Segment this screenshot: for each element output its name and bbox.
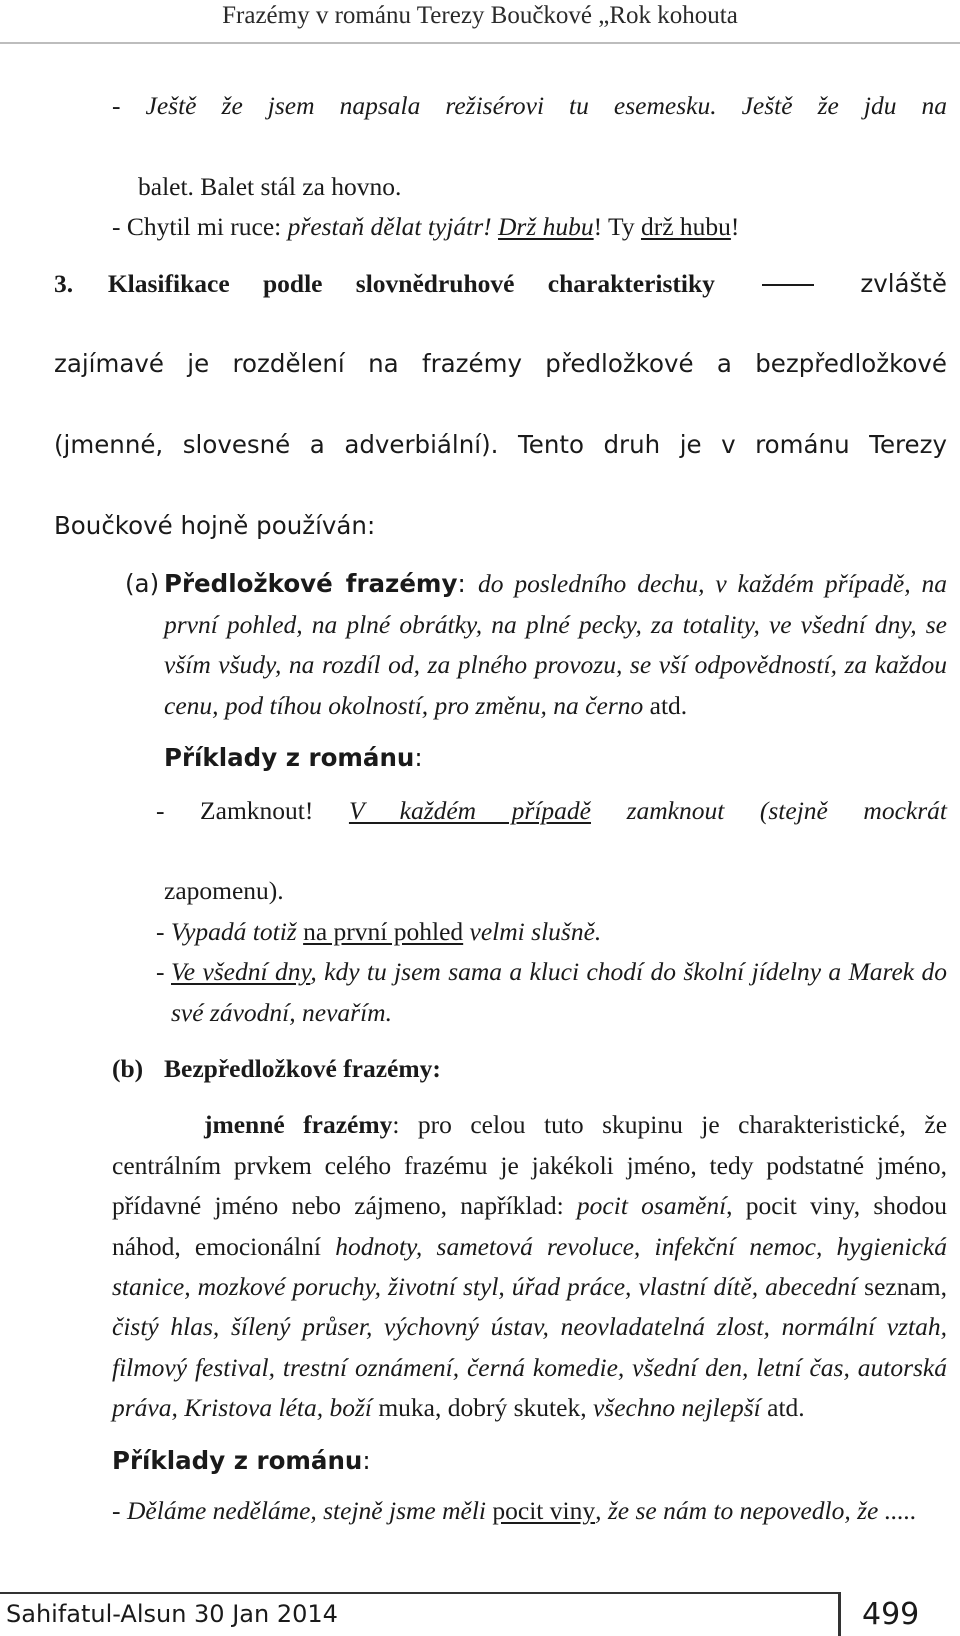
example-b-1-italic-2: , že se nám to nepovedlo, že ..... — [595, 1496, 917, 1525]
subsection-a-examples-heading — [112, 738, 947, 778]
subsection-b-term: jmenné frazémy — [204, 1110, 393, 1140]
section-3-line-2: zajímavé je rozdělení na frazémy předložkové a bezpředložkové — [54, 349, 947, 379]
examples-label-b: Příklady z románu — [112, 1445, 363, 1475]
quote-2-underline-2: drž hubu — [640, 212, 731, 242]
quote-2-mid: ! Ty — [593, 212, 641, 242]
subsection-b-text-3: seznam, — [857, 1271, 947, 1301]
subsection-b-italic-3: čistý hlas, šílený průser, výchovný ústav, neovladatelná zlost, normální vztah, filmový festival, trestní oznámení, černá komedie, všední den, letní čas, autorská práva, Kristova léta, boží — [112, 1312, 947, 1423]
example-b-1-italic-1: Děláme neděláme, stejně jsme měli — [127, 1496, 493, 1525]
example-a-3-underline: Ve všední dny — [171, 957, 311, 987]
example-a-1-lead: - Zamknout! — [156, 795, 349, 825]
section-3 — [54, 264, 947, 547]
subsection-b-examples-heading — [112, 1441, 947, 1481]
example-a-2-italic-1: Vypadá totiž — [170, 916, 304, 946]
example-a-2-underline: na první pohled — [303, 916, 464, 946]
quote-2-underline-1: Drž hubu — [498, 212, 594, 242]
subsection-b-text-2: , pocit viny, shodou náhod, emocionální — [112, 1191, 948, 1261]
example-a-2-italic-2: velmi slušně. — [463, 916, 602, 946]
quote-1 — [112, 86, 947, 207]
quote-2-italic: přestaň dělat tyjátr! — [287, 212, 498, 242]
example-a-1-rest: zamknout (stejně mockrát — [591, 795, 947, 825]
subsection-a-title: Předložkové frazémy — [164, 569, 458, 599]
section-3-line-3: (jmenné, slovesné a adverbiální). Tento druh je v románu Terezy — [54, 430, 947, 460]
subsection-b-label: (b) — [112, 1053, 144, 1083]
examples-colon-b: : — [362, 1445, 371, 1475]
quote-1-line-2: balet. Balet stál za hovno. — [138, 171, 402, 201]
header-rule — [0, 42, 960, 44]
example-b-1 — [112, 1491, 947, 1531]
section-3-line-1 — [54, 264, 947, 345]
example-a-1-underline: V každém případě — [348, 795, 591, 825]
subsection-a — [112, 564, 947, 726]
page-number: 499 — [862, 1597, 920, 1632]
examples-label: Příklady z románu — [164, 743, 415, 773]
quote-2-lead: - Chytil mi ruce: — [112, 212, 288, 242]
section-3-line-1-rest: zvláště — [860, 268, 947, 298]
quote-2 — [112, 207, 947, 247]
section-3-number: 3. — [54, 268, 74, 298]
subsection-b-paragraph — [112, 1105, 947, 1428]
example-a-3-italic: , kdy tu jsem sama a kluci chodí do školní jídelny a Marek do své závodní, nevařím. — [171, 957, 948, 1027]
subsection-b-title: Bezpředložkové frazémy: — [164, 1053, 441, 1083]
subsection-b-italic-2: hodnoty, sametová revoluce, infekční nemoc, hygienická stanice, mozkové poruchy, životní styl, úřad práce, vlastní dítě, abecední — [112, 1231, 947, 1301]
example-a-1 — [156, 791, 947, 912]
example-a-2-lead: - — [156, 916, 171, 946]
subsection-a-examples — [112, 791, 947, 1033]
subsection-a-end: atd. — [643, 690, 688, 720]
page-body — [54, 86, 948, 1531]
journal-name: Sahifatul-Alsun 30 Jan 2014 — [6, 1600, 338, 1628]
example-a-3 — [156, 952, 947, 1033]
subsection-a-text — [164, 564, 947, 726]
example-a-1-line-1 — [156, 791, 947, 872]
section-3-line-4: Boučkové hojně používán: — [54, 511, 376, 541]
section-3-heading: Klasifikace podle slovnědruhové charakteristiky — [107, 268, 715, 298]
examples-colon: : — [414, 743, 423, 773]
footer-divider — [838, 1592, 841, 1636]
quote-1-line-1: - Ještě že jsem napsala režisérovi tu esemesku. Ještě že jdu na — [112, 91, 947, 120]
subsection-a-list: do posledního dechu, v každém případě, na první pohled, na plné obrátky, na plné pecky, za totality, ve všední dny, se vším všudy, na rozdíl od, za plného provozu, se vší odpovědností, za každou cenu, pod tíhou okolností, pro změnu, na černo — [164, 569, 947, 720]
subsection-a-label: (a) — [125, 569, 160, 599]
example-b-1-underline: pocit viny — [492, 1496, 596, 1525]
running-header: Frazémy v románu Terezy Boučkové „Rok kohouta — [222, 2, 738, 29]
subsection-b-text-1: : pro celou tuto skupinu je charakteristické, že centrálním prvkem celého frazému je jakékoli jméno, tedy podstatné jméno, přídavné jméno nebo zájmeno, například: — [112, 1110, 948, 1221]
example-a-3-lead: - — [156, 957, 165, 987]
example-b-1-lead: - — [112, 1496, 121, 1525]
footer-rule — [0, 1592, 838, 1594]
em-dash — [762, 284, 814, 286]
subsection-b-text-4: muka, dobrý skutek, — [371, 1393, 593, 1423]
subsection-b-italic-4: všechno nejlepší — [592, 1393, 761, 1423]
example-a-1-line-2: zapomenu). — [164, 876, 284, 906]
subsection-b-text-5: atd. — [760, 1393, 805, 1423]
quote-2-end: ! — [730, 212, 740, 242]
subsection-a-colon: : — [457, 569, 478, 599]
subsection-b — [112, 1049, 947, 1089]
subsection-b-italic-1: pocit osamění — [576, 1191, 727, 1221]
example-a-2 — [156, 912, 947, 952]
